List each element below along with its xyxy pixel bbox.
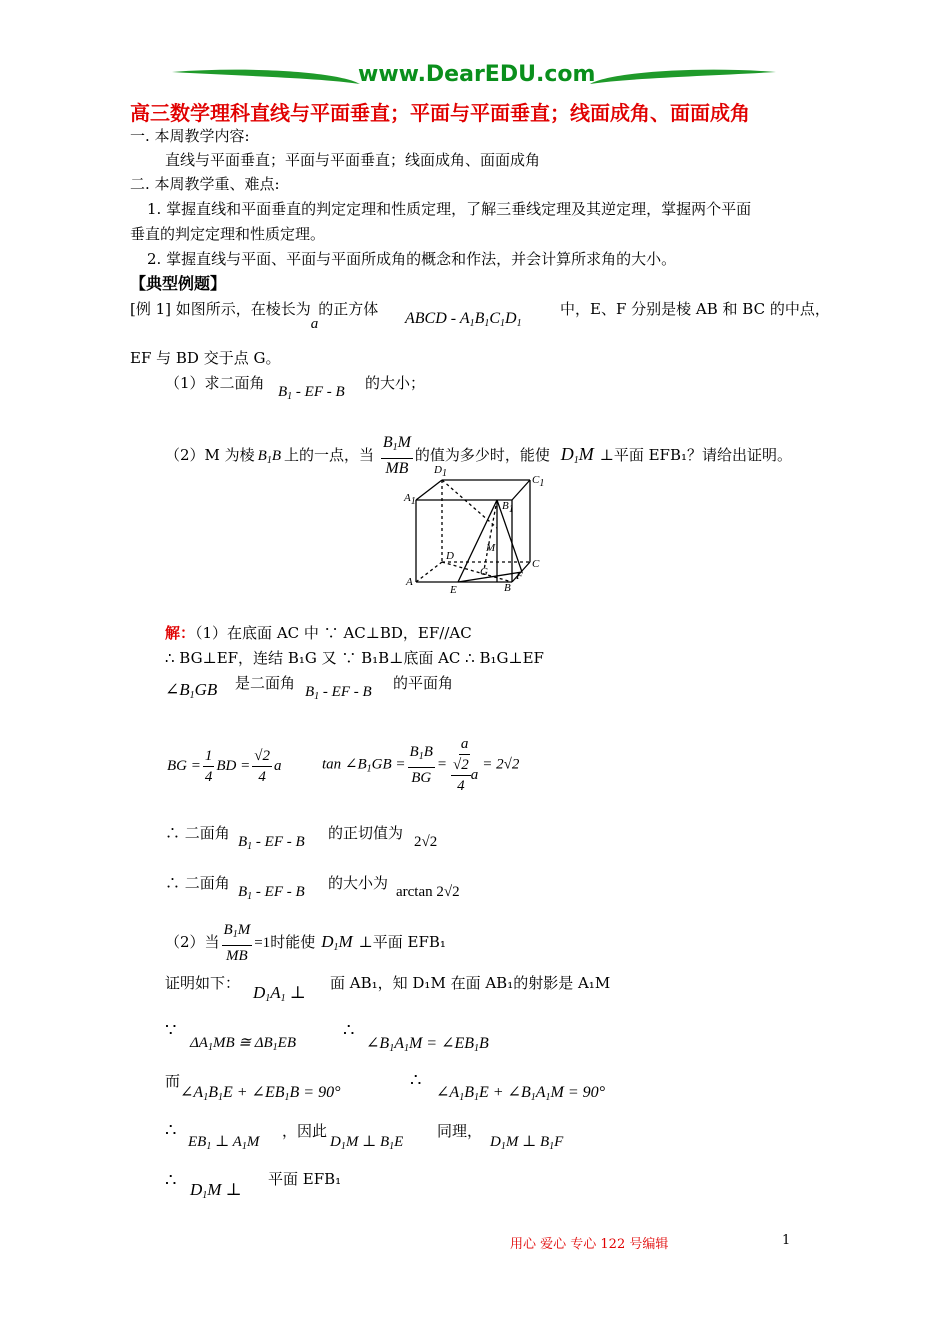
therefore-4: ∴ bbox=[165, 1170, 177, 1191]
proof-sum2: $\angle A_1B_1E$ + $\angle B_1A_1M = 90^\circ$ bbox=[436, 1084, 606, 1103]
proof-line1: 面 AB₁，知 D₁M 在面 AB₁的射影是 A₁M bbox=[330, 974, 611, 992]
sec1-heading: 一. 本周教学内容: bbox=[130, 127, 250, 145]
solution-line3-angle: $\angle B_1GB$ bbox=[165, 680, 218, 701]
solution-line6-b: 的大小为 bbox=[328, 874, 389, 892]
proof-perp1: $EB_1$ ⊥ $A_1M$ bbox=[188, 1134, 260, 1152]
solution-line6-angle: $B_1$ - EF - B bbox=[238, 884, 305, 902]
proof-d1a1: $D_1A_1$ ⊥ bbox=[253, 983, 306, 1004]
label-A: A bbox=[406, 576, 413, 588]
label-C1: $C_1$ bbox=[532, 474, 545, 489]
ex1-q1: （1）求二面角 bbox=[165, 374, 265, 392]
sec2-heading: 二. 本周教学重、难点: bbox=[130, 175, 280, 193]
label-D: D bbox=[446, 550, 454, 562]
er-label: 而 bbox=[165, 1072, 181, 1090]
examples-heading: 【典型例题】 bbox=[130, 274, 227, 293]
header-logo bbox=[170, 62, 778, 98]
solution-line3-dihedral: $B_1$ - EF - B bbox=[305, 684, 372, 702]
proof-final: $D_1M$ ⊥ bbox=[190, 1180, 242, 1201]
proof-angle-eq: $\angle B_1A_1M$ = $\angle EB_1B$ bbox=[366, 1035, 489, 1054]
solution-line5-b: 的正切值为 bbox=[328, 824, 404, 842]
solution-line5: ∴ 二面角 bbox=[165, 824, 230, 842]
therefore-3: ∴ bbox=[165, 1120, 177, 1141]
label-D1: $D_1$ bbox=[434, 464, 447, 479]
label-M: M bbox=[486, 542, 496, 554]
label-B1: $B_1$ bbox=[502, 500, 514, 515]
cube-figure bbox=[402, 464, 552, 600]
page-number: 1 bbox=[782, 1233, 791, 1248]
proof-perp2: $D_1M$ ⊥ $B_1E$ bbox=[330, 1134, 404, 1152]
page-title: 高三数学理科直线与平面垂直；平面与平面垂直；线面成角、面面成角 bbox=[130, 101, 750, 125]
solution-line6: ∴ 二面角 bbox=[165, 874, 230, 892]
similarly-label: 同理， bbox=[437, 1122, 483, 1140]
logo-text: www.DearEDU.com bbox=[358, 62, 596, 87]
part2-line: （2）当 $\frac{B_1M}{MB}$ =1时能使 $D_1M$ ⊥平面 EFB₁ bbox=[165, 922, 446, 964]
sec2-item2: 2. 掌握直线与平面、平面与平面所成角的概念和作法，并会计算所求角的大小。 bbox=[147, 250, 677, 268]
ex1-q1-angle: $B_1$ - EF - B bbox=[278, 384, 345, 402]
proof-perp3: $D_1M$ ⊥ $B_1F$ bbox=[490, 1134, 564, 1152]
solution-line2: ∴ BG⊥EF，连结 B₁G 又 ∵ B₁B⊥底面 AC ∴ B₁G⊥EF bbox=[165, 649, 544, 667]
solution-line5-angle: $B_1$ - EF - B bbox=[238, 834, 305, 852]
because-symbol: ∵ bbox=[165, 1020, 177, 1041]
label-A1: $A_1$ bbox=[404, 492, 416, 507]
solution-line6-val: arctan 2√2 bbox=[396, 884, 460, 900]
proof-last: 平面 EFB₁ bbox=[268, 1170, 342, 1188]
proof-intro: 证明如下： bbox=[165, 974, 241, 992]
label-F: F bbox=[516, 570, 523, 582]
solution-line5-val: 2√2 bbox=[414, 834, 438, 850]
ex1-intro-c: 中，E、F 分别是棱 AB 和 BC 的中点， bbox=[560, 300, 830, 318]
formula-tan: $\tan \angle B_1GB$ = $\frac{B_1B}{BG}$ = a $\frac{√2}{4}$ a = 2√2 bbox=[322, 736, 520, 794]
label-C: C bbox=[532, 558, 540, 570]
solution-line1: 解：（1）在底面 AC 中 ∵ AC⊥BD，EF//AC bbox=[165, 624, 472, 642]
proof-sum1: $\angle A_1B_1E$ + $\angle EB_1B = 90^\circ$ bbox=[180, 1084, 341, 1103]
label-E: E bbox=[450, 584, 457, 596]
label-B: B bbox=[504, 582, 511, 594]
ex1-intro: [例 1] 如图所示，在棱长为a的正方体 bbox=[130, 300, 379, 332]
sec2-item1-line1: 1. 掌握直线和平面垂直的判定定理和性质定理，了解三垂线定理及其逆定理，掌握两个平面 bbox=[147, 200, 752, 218]
solution-line3-a: 是二面角 bbox=[235, 674, 296, 692]
hence-label: ，因此 bbox=[282, 1122, 328, 1140]
ex1-q1-b: 的大小； bbox=[365, 374, 426, 392]
sec2-item1-line2: 垂直的判定定理和性质定理。 bbox=[130, 225, 326, 243]
proof-congruent: $\Delta A_1MB$ ≅ $\Delta B_1EB$ bbox=[190, 1035, 296, 1053]
therefore-1: ∴ bbox=[343, 1020, 355, 1041]
label-G: G bbox=[480, 566, 488, 578]
sec1-body: 直线与平面垂直；平面与平面垂直；线面成角、面面成角 bbox=[165, 151, 541, 169]
footer-text: 用心 爱心 专心 122 号编辑 bbox=[510, 1237, 669, 1252]
ex1-cube-name: ABCD - $A_1B_1C_1D_1$ bbox=[405, 310, 522, 329]
solution-line3-b: 的平面角 bbox=[393, 674, 454, 692]
formula-bg: BG = $\frac{1}{4}$ BD = $\frac{√2}{4}$ a bbox=[167, 748, 282, 785]
ex1-q2: （2）M 为棱 $B_1B$ 上的一点，当 $\frac{B_1M}{MB}$ 的值为多少时，能使 $D_1M$ ⊥平面 EFB₁？请给出证明。 bbox=[165, 434, 792, 477]
therefore-2: ∴ bbox=[410, 1070, 422, 1091]
ex1-line2: EF 与 BD 交于点 G。 bbox=[130, 349, 281, 367]
cube-diagram bbox=[402, 470, 552, 600]
